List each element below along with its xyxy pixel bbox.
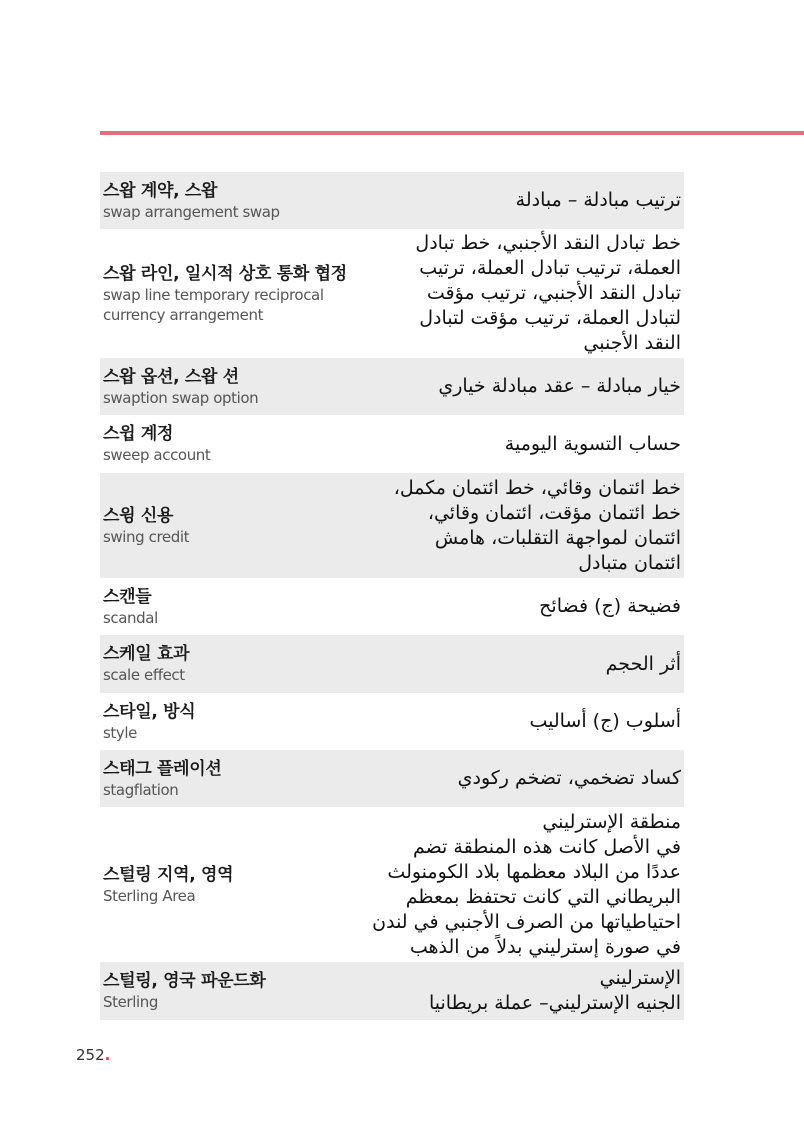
glossary-entry xyxy=(100,473,684,578)
glossary-entry xyxy=(100,693,684,750)
arabic-definition: أثر الحجم xyxy=(605,652,681,675)
english-term: swing credit xyxy=(103,527,190,546)
term-block xyxy=(103,423,353,465)
english-term: scale effect xyxy=(103,666,185,684)
term-block xyxy=(103,701,353,743)
term-block xyxy=(103,864,353,906)
english-term: Sterling Area xyxy=(103,886,196,905)
korean-term: 스왑 라인, 일시적 상호 통화 협정 xyxy=(103,263,347,284)
korean-term: 스털링, 영국 파운드화 xyxy=(103,971,266,991)
page-number-dot: . xyxy=(104,1046,111,1064)
arabic-definition: ترتيب مبادلة – مبادلة xyxy=(515,189,681,211)
arabic-definition: حساب التسوية اليومية xyxy=(504,432,681,455)
korean-term: 스왑 계약, 스왑 xyxy=(103,180,218,201)
arabic-definition: فضيحة (ج) فضائح xyxy=(539,595,681,617)
glossary-entry xyxy=(100,962,684,1020)
english-term: scandal xyxy=(103,608,158,627)
korean-term: 스윙 신용 xyxy=(103,505,174,526)
korean-term: 스윕 계정 xyxy=(103,424,174,444)
arabic-definition: أسلوب (ج) أساليب xyxy=(529,710,681,732)
english-term: Sterling xyxy=(103,993,158,1011)
arabic-definition: خط ائتمان وقائي، خط ائتمان مكمل، خط ائتمان مؤقت، ائتمان وقائي، ائتمان لمواجهة التقلبات، هامش ائتمان متبادل xyxy=(393,476,681,574)
korean-term: 스타일, 방식 xyxy=(103,701,196,722)
header-rule xyxy=(100,131,804,135)
term-block xyxy=(103,758,353,800)
arabic-definition: خط تبادل النقد الأجنبي، خط تبادل العملة، ترتيب تبادل العملة، ترتيب تبادل النقد الأجنبي، ترتيب مؤقت لتبادل العملة، ترتيب مؤقت لتبادل النقد الأجنبي xyxy=(415,232,681,354)
term-block xyxy=(103,505,353,547)
term-block xyxy=(103,970,353,1012)
glossary-entry xyxy=(100,578,684,635)
glossary-entry xyxy=(100,229,684,358)
arabic-definition: منطقة الإسترليني في الأصل كانت هذه المنطقة تضم عددًا من البلاد معظمها بلاد الكومنولث البريطاني التي كانت تحتفظ بمعظم احتياطياتها من الصرف الأجنبي في لندن في صورة إسترليني بدلاً من الذهب xyxy=(372,810,681,958)
korean-term: 스케일 효과 xyxy=(103,644,190,664)
glossary-entry xyxy=(100,635,684,693)
english-term: style xyxy=(103,723,137,742)
english-term: swaption swap option xyxy=(103,388,259,407)
term-block xyxy=(103,263,353,325)
glossary-table xyxy=(100,172,684,1020)
term-block xyxy=(103,643,353,685)
english-term: swap arrangement swap xyxy=(103,202,280,221)
korean-term: 스털링 지역, 영역 xyxy=(103,864,234,885)
arabic-definition: كساد تضخمي، تضخم ركودي xyxy=(457,767,681,789)
glossary-entry xyxy=(100,807,684,962)
arabic-definition: خيار مبادلة – عقد مبادلة خياري xyxy=(438,375,681,397)
korean-term: 스왑 옵션, 스왑 션 xyxy=(103,366,239,387)
page-number-value: 252 xyxy=(76,1046,105,1064)
english-term: stagflation xyxy=(103,780,179,799)
page-number xyxy=(76,1046,110,1064)
term-block xyxy=(103,586,353,628)
glossary-entry xyxy=(100,415,684,473)
term-block xyxy=(103,366,353,408)
korean-term: 스캔들 xyxy=(103,586,152,607)
term-block xyxy=(103,180,353,222)
english-term: swap line temporary reciprocal currency arrangement xyxy=(103,285,324,324)
korean-term: 스태그 플레이션 xyxy=(103,758,222,779)
glossary-entry xyxy=(100,750,684,807)
arabic-definition: الإسترليني الجنيه الإسترليني– عملة بريطانيا xyxy=(429,967,681,1014)
english-term: sweep account xyxy=(103,446,211,464)
glossary-entry xyxy=(100,358,684,415)
glossary-entry xyxy=(100,172,684,229)
